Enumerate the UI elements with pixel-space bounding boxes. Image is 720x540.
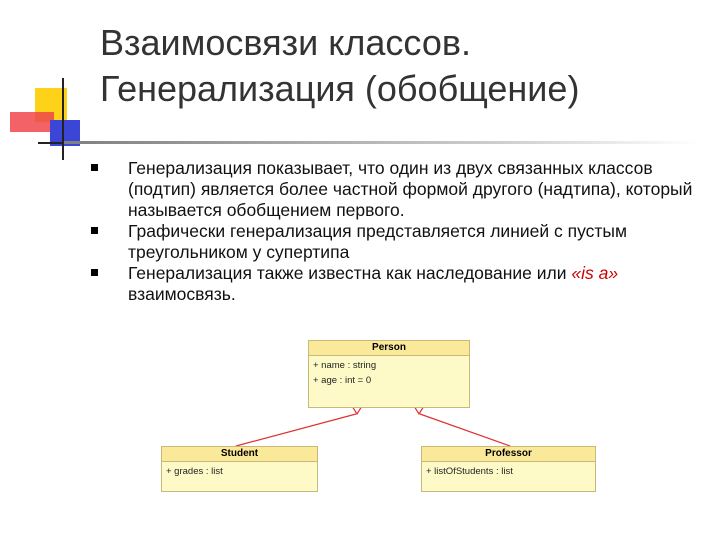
attribute: + grades : list xyxy=(166,466,223,477)
class-attributes xyxy=(422,462,595,481)
uml-class-professor xyxy=(421,446,596,492)
bullet-text: Графически генерализация представляется линией с пустым треугольником у супертипа xyxy=(128,221,628,262)
title-line-1: Взаимосвязи классов. xyxy=(100,22,471,63)
is-a-highlight: «is a» xyxy=(571,263,619,283)
uml-class-person xyxy=(308,340,470,408)
professor-generalization-line xyxy=(420,414,510,446)
attribute: + listOfStudents : list xyxy=(426,466,513,477)
bullet-text-end: взаимосвязь. xyxy=(128,284,236,304)
class-name: Student xyxy=(162,447,317,462)
class-name: Person xyxy=(309,341,469,356)
class-attributes xyxy=(309,356,469,390)
class-name: Professor xyxy=(422,447,595,462)
uml-class-student xyxy=(161,446,318,492)
student-generalization-line xyxy=(236,414,356,446)
attribute: + name : string xyxy=(313,360,377,371)
bullet-text: Генерализация также известна как наследование или xyxy=(128,263,572,283)
title-line-2: Генерализация (обобщение) xyxy=(100,68,580,109)
class-attributes xyxy=(162,462,317,481)
attribute: + age : int = 0 xyxy=(313,375,372,386)
bullet-text: Генерализация показывает, что один из двух связанных классов (подтип) является более частной формой другого (надтипа), который называется обобщением первого. xyxy=(128,158,693,220)
